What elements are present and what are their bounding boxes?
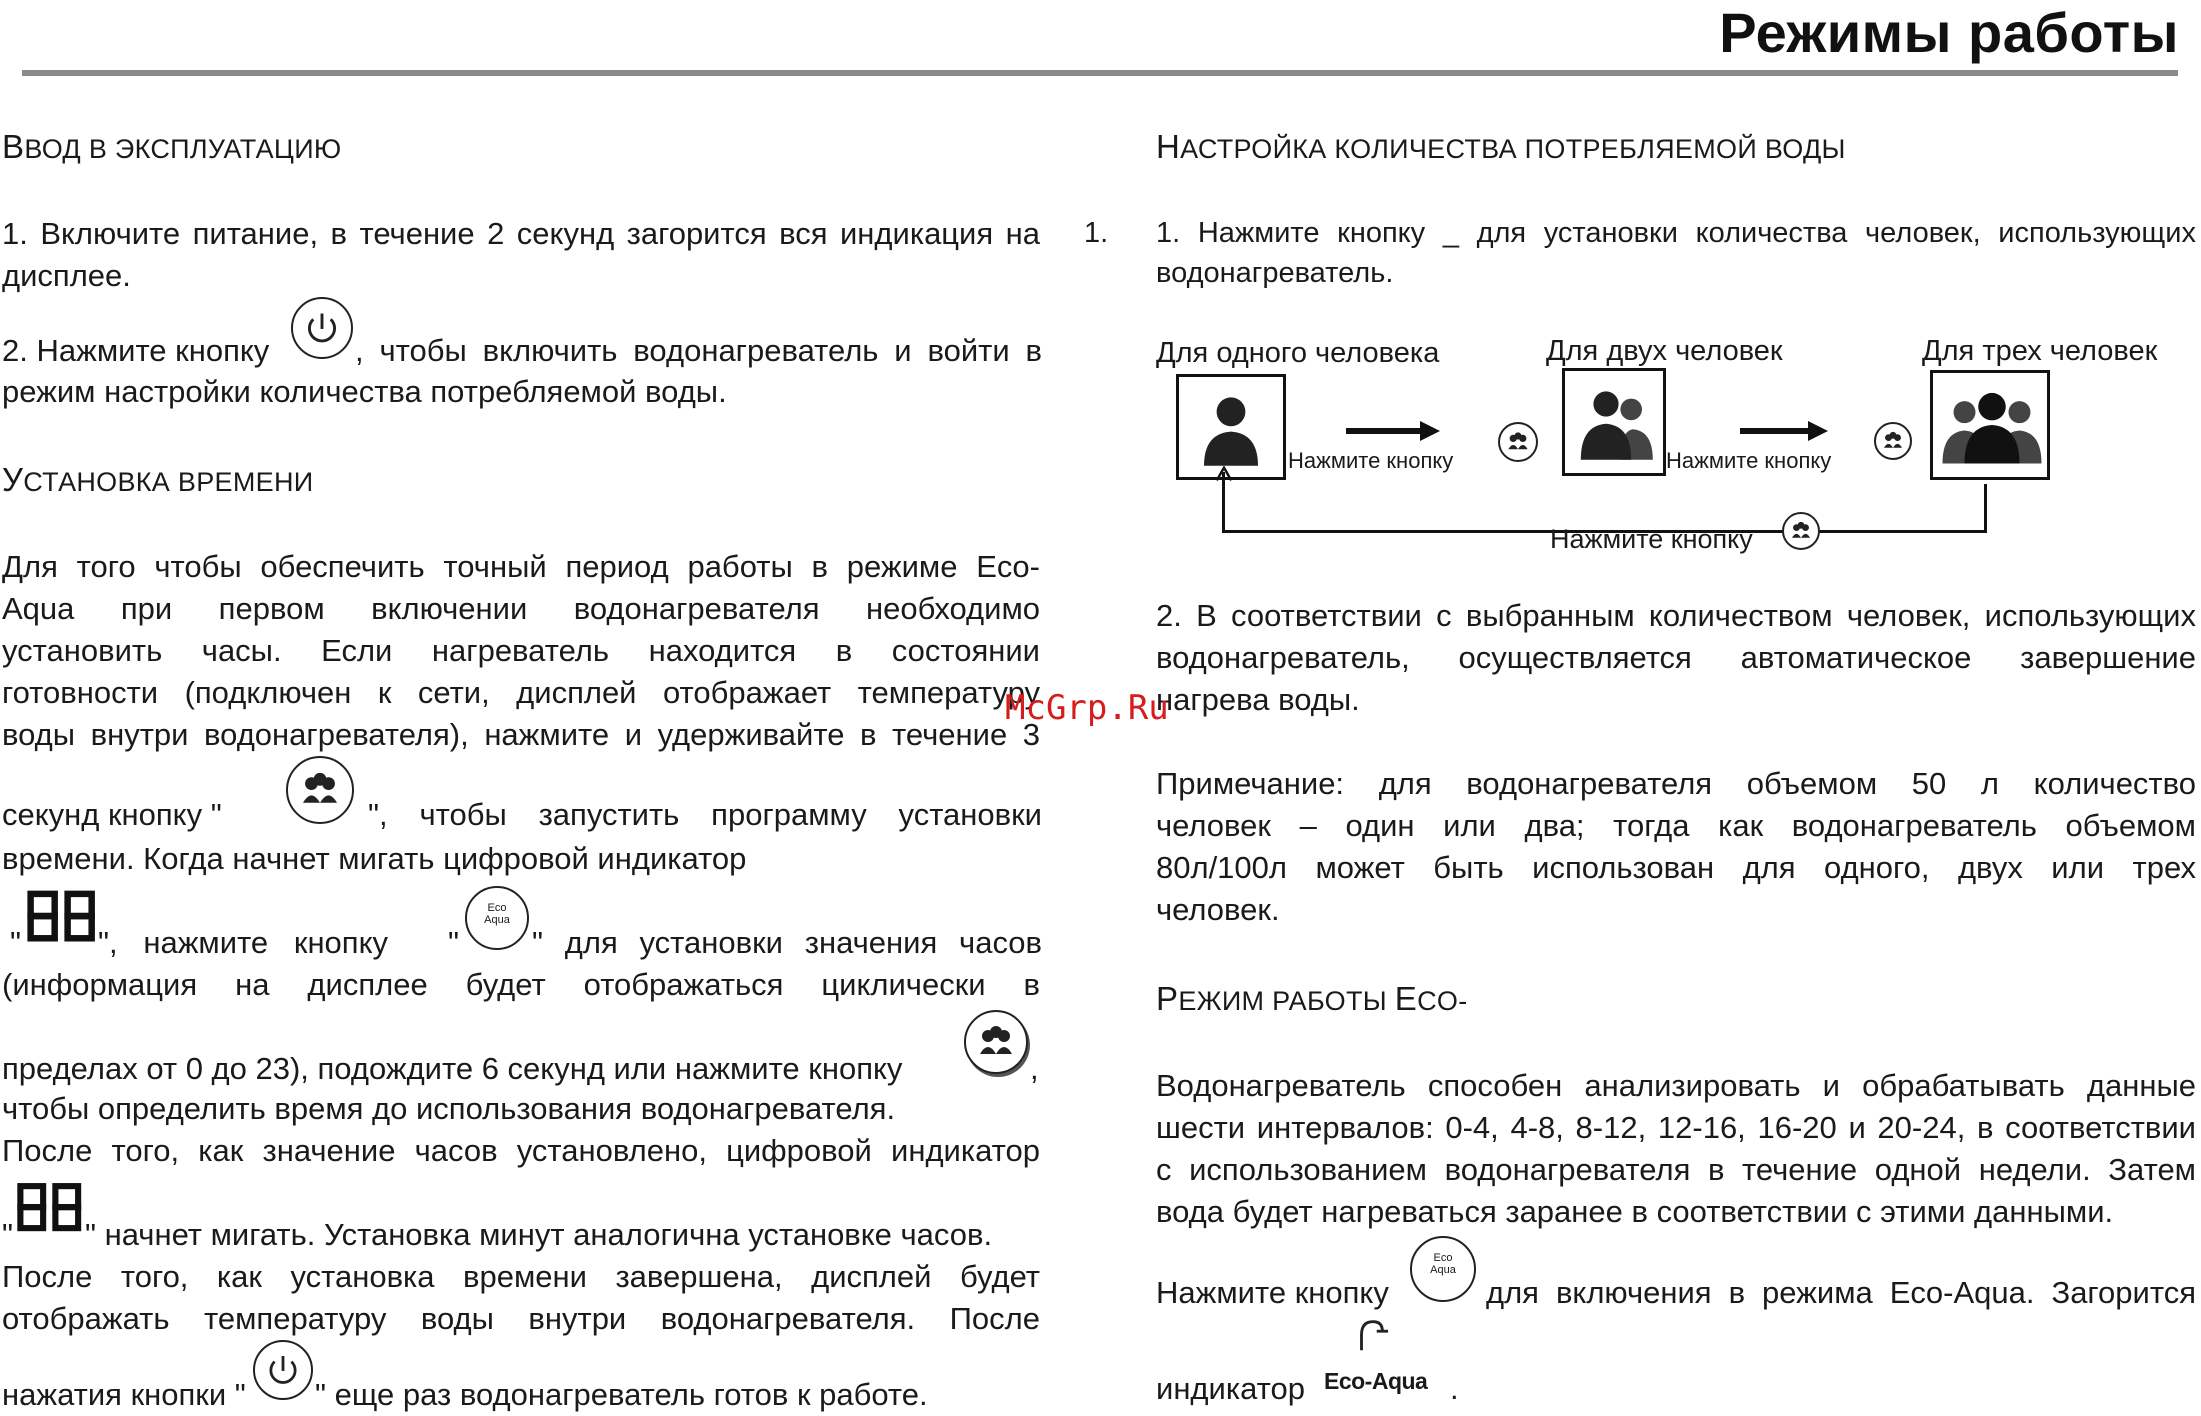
eco-aqua-button-icon-2: Eco Aqua — [1410, 1236, 1476, 1302]
time-para-line-3: установить часы. Если нагреватель находится в состоянии — [2, 633, 1040, 668]
shower-people-icon-diag-3 — [1782, 512, 1820, 550]
shower-people-icon-diag-2 — [1874, 422, 1912, 460]
time-para-line-5: воды внутри водонагревателя), нажмите и удерживайте в течение 3 — [2, 717, 1040, 752]
step1-line-1: 1. Включите питание, в течение 2 секунд загорится вся индикация на — [2, 216, 1040, 251]
step1-line-2: дисплее. — [2, 258, 131, 293]
time-para-line-9: (информация на дисплее будет отображаться циклически в — [2, 967, 1040, 1002]
eco-para-line-4: вода будет нагреваться заранее в соответствии с этими данными. — [1156, 1194, 2114, 1229]
time-para-line-15: отображать температуру воды внутри водонагревателя. После — [2, 1301, 1040, 1336]
power-icon — [291, 297, 353, 359]
label-two-people: Для двух человек — [1546, 335, 1783, 367]
eco-para-line-6: индикатор Eco-Aqua . — [1156, 1314, 2196, 1406]
shower-people-icon-2 — [964, 1010, 1028, 1074]
water-step2-line-3: нагрева воды. — [1156, 682, 1360, 717]
power-icon-2 — [253, 1340, 313, 1400]
press-label-bottom: Нажмите кнопку — [1550, 524, 1753, 554]
right-column — [1080, 0, 2201, 1409]
page-title: Режимы работы — [1719, 1, 2179, 64]
step2-line-2: режим настройки количества потребляемой воды. — [2, 374, 727, 409]
eco-para-line-1: Водонагреватель способен анализировать и обрабатывать данные — [1156, 1068, 2196, 1103]
press-label-2: Нажмите кнопку — [1666, 448, 1832, 473]
note-line-1: Примечание: для водонагревателя объемом 50 л количество — [1156, 766, 2196, 801]
three-people-icon — [1937, 379, 2047, 471]
arrow-2-head — [1808, 420, 1828, 442]
digital-88-icon — [26, 886, 100, 948]
people-count-diagram — [1080, 322, 2201, 562]
section-heading-commissioning: ВВОД В ЭКСПЛУАТАЦИЮ — [2, 128, 342, 165]
section-heading-water-amount: НАСТРОЙКА КОЛИЧЕСТВА ПОТРЕБЛЯЕМОЙ ВОДЫ — [1156, 128, 1846, 165]
shower-people-icon-diag-1 — [1498, 422, 1538, 462]
arrow-1-head — [1420, 420, 1440, 442]
time-para-line-16: нажатия кнопки " " еще раз водонагреватель готов к работе. — [2, 1340, 1042, 1404]
arrow-1 — [1346, 428, 1422, 434]
two-people-icon — [1569, 377, 1661, 467]
time-para-line-10: пределах от 0 до 23), подождите 6 секунд или нажмите кнопку , — [2, 1006, 1042, 1086]
water-step1-line-1: 1. Нажмите кнопку _ для установки количества человек, использующих — [1156, 217, 2196, 249]
return-line-right — [1984, 484, 1987, 532]
eco-para-line-3: с использованием водонагревателя в течение одной недели. Затем — [1156, 1152, 2196, 1187]
water-step2-line-2: водонагреватель, осуществляется автоматическое завершение — [1156, 640, 2196, 675]
eco-para-line-2: шести интервалов: 0-4, 4-8, 8-12, 12-16, 16-20 и 20-24, в соответствии — [1156, 1110, 2196, 1145]
three-people-box — [1930, 370, 2050, 480]
time-para-line-4: готовности (подключен к сети, дисплей отображает температуру — [2, 675, 1040, 710]
press-label-1: Нажмите кнопку — [1288, 448, 1454, 473]
time-para-line-6: секунд кнопку " ", чтобы запустить программу установки — [2, 756, 1042, 836]
time-para-line-1: Для того чтобы обеспечить точный период работы в режиме Eco- — [2, 549, 1040, 584]
section-heading-eco-mode: РЕЖИМ РАБОТЫ ECO- — [1156, 980, 1468, 1017]
shower-head-icon — [1352, 1314, 1390, 1356]
arrow-2 — [1740, 428, 1810, 434]
left-column — [0, 0, 1042, 1412]
label-three-people: Для трех человек — [1922, 335, 2158, 367]
two-people-box — [1562, 368, 1666, 476]
shower-people-icon — [286, 756, 354, 824]
section-heading-time-setting: УСТАНОВКА ВРЕМЕНИ — [2, 461, 314, 498]
time-para-line-7: времени. Когда начнет мигать цифровой индикатор — [2, 841, 747, 876]
list-number: 1. — [1084, 217, 1109, 249]
one-person-box — [1176, 374, 1286, 480]
digital-88-icon-2 — [16, 1176, 86, 1240]
time-para-line-11: чтобы определить время до использования водонагревателя. — [2, 1091, 896, 1126]
one-person-icon — [1185, 383, 1277, 473]
time-para-line-14: После того, как установка времени завершена, дисплей будет — [2, 1259, 1040, 1294]
time-para-line-8: " ", нажмите кнопку " Eco Aqua " для установки значения часов — [2, 880, 1042, 952]
watermark: McGrp.Ru — [1005, 688, 1169, 728]
return-arrow-head — [1214, 466, 1234, 482]
time-para-line-13: " " начнет мигать. Установка минут аналогична установке часов. — [2, 1172, 1042, 1244]
note-line-3: 80л/100л может быть использован для одного, двух или трех — [1156, 850, 2196, 885]
step2-line-1: 2. Нажмите кнопку , чтобы включить водонагреватель и войти в — [2, 297, 1042, 361]
time-para-line-12: После того, как значение часов установлено, цифровой индикатор — [2, 1133, 1040, 1168]
note-line-2: человек – один или два; тогда как водонагреватель объемом — [1156, 808, 2196, 843]
eco-aqua-indicator: Eco-Aqua — [1324, 1314, 1448, 1402]
eco-aqua-button-icon: Eco Aqua — [465, 886, 529, 950]
water-step2-line-1: 2. В соответствии с выбранным количеством человек, использующих — [1156, 598, 2196, 633]
label-one-person: Для одного человека — [1156, 337, 1440, 369]
water-step1-line-2: водонагреватель. — [1156, 257, 1394, 289]
time-para-line-2: Aqua при первом включении водонагревателя необходимо — [2, 591, 1040, 626]
note-line-4: человек. — [1156, 892, 1280, 927]
eco-para-line-5: Нажмите кнопку Eco Aqua для включения в режима Eco-Aqua. Загорится — [1156, 1236, 2196, 1312]
